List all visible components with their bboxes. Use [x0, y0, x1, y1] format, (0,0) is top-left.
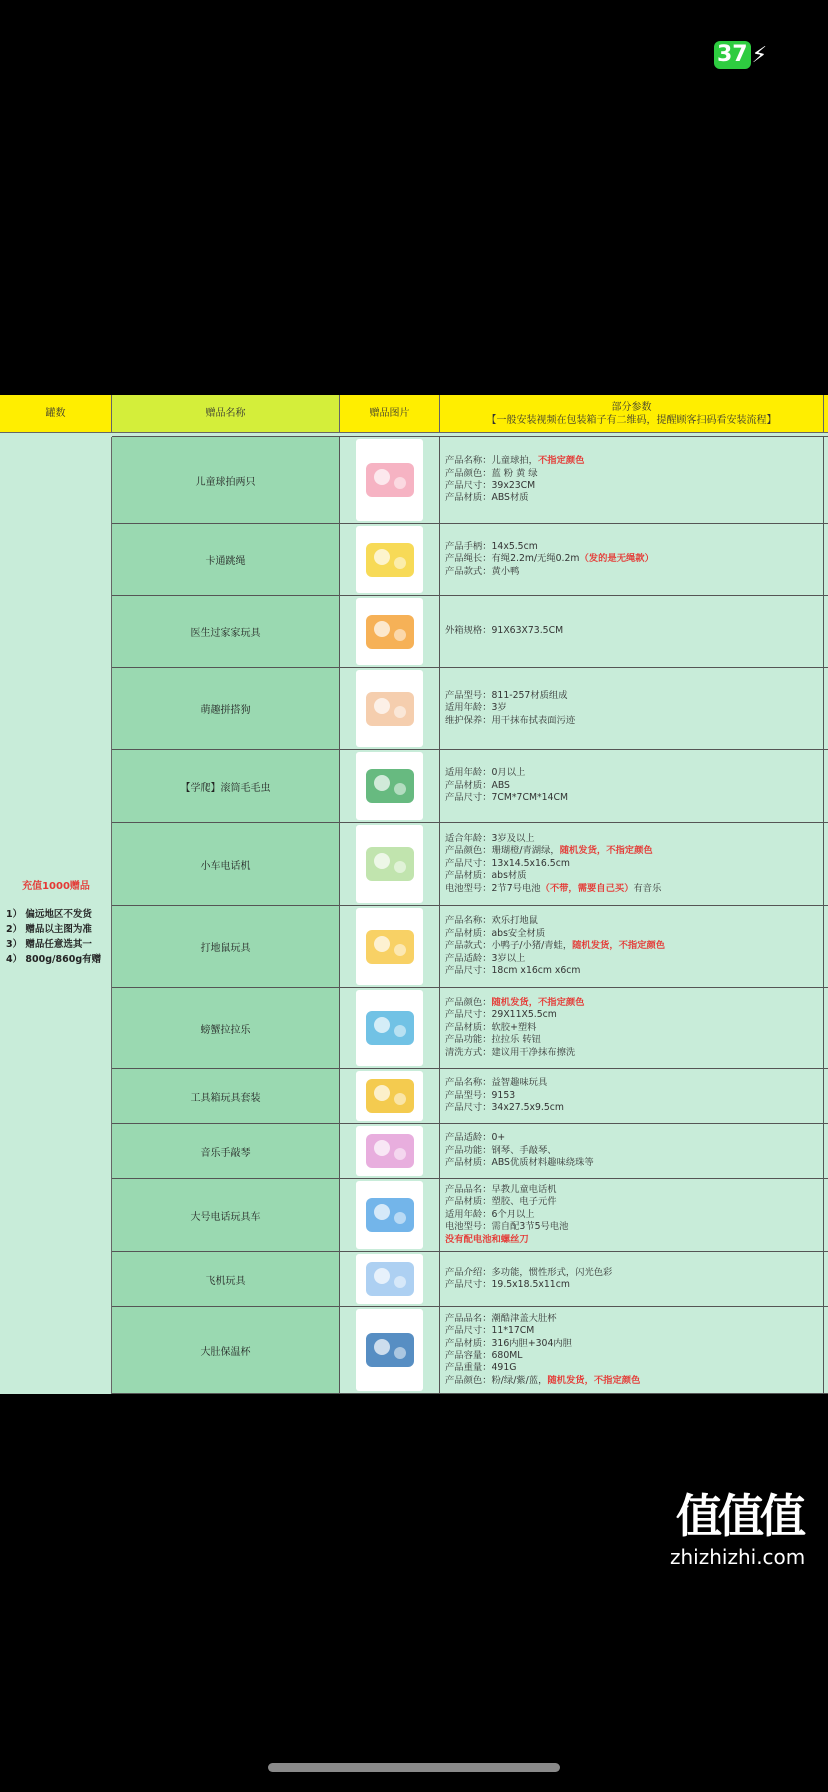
spec-text: 适用年龄：3岁: [445, 702, 507, 714]
gift-image-cell: [340, 1307, 440, 1393]
spec-line: [445, 965, 823, 977]
header-params: [440, 395, 824, 433]
spec-line: [445, 455, 823, 467]
gift-name-cell: 【学爬】滚筒毛毛虫: [112, 750, 340, 822]
table-row: [112, 823, 828, 906]
gift-name-cell: 大号电话玩具车: [112, 1179, 340, 1251]
spec-line: [445, 883, 823, 895]
spec-cell: [440, 524, 824, 595]
xylophone-icon: [356, 1126, 423, 1176]
header-gift-image-label: 赠品图片: [369, 408, 410, 419]
spec-line: [445, 566, 823, 578]
spec-line: [445, 767, 823, 779]
spec-line: [445, 1132, 823, 1144]
spec-line: [445, 480, 823, 492]
gift-image-cell: [340, 988, 440, 1068]
table-row: [112, 1252, 828, 1307]
spec-cell: [440, 1124, 824, 1178]
note-item: 1） 偏远地区不发货: [6, 909, 92, 920]
table-row: [112, 437, 828, 524]
spec-text: 清洗方式：建议用干净抹布擦洗: [445, 1046, 576, 1058]
spec-text: 产品功能：拉拉乐 转钮: [445, 1034, 541, 1046]
spec-text: 产品介绍：多功能，惯性形式，闪光色彩: [445, 1266, 613, 1278]
gift-name-cell: 儿童球拍两只: [112, 437, 340, 523]
gift-image-cell: [340, 668, 440, 749]
gift-name-cell: 工具箱玩具套装: [112, 1069, 340, 1123]
battery-indicator: [714, 41, 767, 69]
spreadsheet-image: [0, 395, 828, 1394]
spec-text: 产品材质：ABS优质材料趣味绕珠等: [445, 1157, 594, 1169]
spec-line: [445, 940, 823, 952]
spec-line: [445, 1022, 823, 1034]
spec-line: [445, 1267, 823, 1279]
home-indicator[interactable]: [268, 1763, 560, 1772]
spec-text: 适用年龄：0月以上: [445, 767, 526, 779]
spec-highlight: 不指定颜色: [537, 455, 585, 467]
spec-line: [445, 1034, 823, 1046]
spec-text: 产品尺寸：19.5x18.5x11cm: [445, 1279, 570, 1290]
spec-line: [445, 1209, 823, 1221]
puzzle-dog-icon: [356, 670, 423, 747]
header-params-title: 部分参数: [611, 401, 652, 413]
gift-name-cell: 飞机玩具: [112, 1252, 340, 1306]
spec-line: [445, 928, 823, 940]
spec-text: 产品名称：欢乐打地鼠: [445, 915, 538, 927]
note-item: 3） 赠品任意选其一: [6, 939, 92, 950]
caterpillar-icon: [356, 752, 423, 820]
spec-line: [445, 1009, 823, 1021]
spec-text: 产品颜色：蓝 粉 黄 绿: [445, 467, 538, 479]
spec-text: 电池型号：需自配3节5号电池: [445, 1221, 569, 1233]
spec-line: [445, 1279, 823, 1291]
toolbox-icon: [356, 1071, 423, 1121]
gift-image-cell: [340, 906, 440, 987]
spec-text: 外箱规格：91X63X73.5CM: [445, 625, 564, 637]
gift-name-cell: 小车电话机: [112, 823, 340, 905]
spec-cell: [440, 988, 824, 1068]
airplane-icon: [356, 1254, 423, 1304]
spec-line: [445, 1313, 823, 1325]
watermark-url: zhizhizhi.com: [670, 1545, 806, 1569]
spec-line: [445, 1145, 823, 1157]
spec-text: 产品容量：680ML: [445, 1350, 523, 1361]
spec-line: [445, 1375, 823, 1387]
spec-cell: [440, 1252, 824, 1306]
gift-image-cell: [340, 1179, 440, 1251]
spec-line: [445, 953, 823, 965]
spec-text: 适合年龄：3岁及以上: [445, 832, 535, 844]
spec-text: 产品款式：小鸭子/小猪/青蛙，: [445, 940, 573, 952]
spec-text: 产品材质：abs安全材质: [445, 927, 546, 939]
spec-text: 产品重量：491G: [445, 1362, 517, 1374]
spec-text: 产品尺寸：39x23CM: [445, 480, 536, 491]
spec-line: [445, 715, 823, 727]
note-item: 2） 赠品以主图为准: [6, 924, 92, 935]
spec-line: [445, 870, 823, 882]
spec-text: 产品尺寸：34x27.5x9.5cm: [445, 1102, 564, 1114]
table-row: [112, 1124, 828, 1179]
battery-percent: 37: [714, 41, 751, 69]
spec-highlight: 有音乐: [633, 882, 662, 894]
spec-text: 产品尺寸：11*17CM: [445, 1325, 535, 1337]
spec-text: 产品品名：潮酷津盖大肚杯: [445, 1312, 557, 1324]
spec-text: 产品材质：ABS材质: [445, 492, 529, 504]
gift-image-cell: [340, 524, 440, 595]
table-row: [112, 1069, 828, 1124]
spec-highlight: 随机发货，不指定颜色: [491, 996, 585, 1008]
spec-cell: [440, 823, 824, 905]
spec-line: [445, 845, 823, 857]
spec-line: [445, 1102, 823, 1114]
spec-text: 产品型号：9153: [445, 1089, 516, 1101]
spec-line: [445, 553, 823, 565]
gift-notes: [6, 907, 110, 967]
spec-line: [445, 1325, 823, 1337]
spec-line: [445, 1350, 823, 1362]
gift-tier-title: 充值1000赠品: [22, 881, 90, 892]
spec-text: 产品尺寸：7CM*7CM*14CM: [445, 792, 568, 804]
header-gift-image: [340, 395, 440, 433]
spec-text: 产品材质：316内胆+304内胆: [445, 1337, 572, 1349]
spec-highlight: 随机发货，不指定颜色: [547, 1374, 641, 1386]
header-cans-label: 罐数: [45, 408, 66, 419]
spec-text: 产品款式：黄小鸭: [445, 565, 520, 577]
crab-pull-icon: [356, 990, 423, 1066]
spec-highlight: 随机发货，不指定颜色: [559, 845, 653, 857]
spec-line: [445, 702, 823, 714]
spec-text: 产品尺寸：18cm x16cm x6cm: [445, 965, 581, 977]
spec-line: [445, 1090, 823, 1102]
spec-text: 适用年龄：6个月以上: [445, 1208, 535, 1220]
header-gift-name: [112, 395, 340, 433]
gift-name-cell: 打地鼠玩具: [112, 906, 340, 987]
spec-highlight: 没有配电池和螺丝刀: [445, 1233, 529, 1245]
spec-highlight: （不带，需要自己买）: [540, 882, 634, 894]
gift-name-cell: 萌趣拼搭狗: [112, 668, 340, 749]
table-row: [112, 988, 828, 1069]
racket-icon: [356, 439, 423, 521]
spec-line: [445, 1184, 823, 1196]
spec-line: [445, 690, 823, 702]
spec-text: 产品材质：abs材质: [445, 870, 527, 882]
gift-image-cell: [340, 1252, 440, 1306]
spec-text: 产品功能：钢琴、手敲琴、: [445, 1144, 557, 1156]
spec-cell: [440, 1179, 824, 1251]
spec-line: [445, 1196, 823, 1208]
spec-cell: [440, 906, 824, 987]
gift-image-cell: [340, 1124, 440, 1178]
table-row: [112, 1307, 828, 1394]
whack-mole-icon: [356, 908, 423, 985]
left-merged-cell: [0, 437, 112, 1394]
spec-cell: [440, 750, 824, 822]
note-item: 4） 800g/860g有赠: [6, 954, 102, 965]
header-edge: [824, 395, 828, 433]
spec-cell: [440, 668, 824, 749]
spec-highlight: 随机发货，不指定颜色: [572, 940, 666, 952]
spec-text: 产品名称：儿童球拍，: [445, 455, 538, 467]
gift-name-cell: 螃蟹拉拉乐: [112, 988, 340, 1068]
spec-text: 产品颜色：珊瑚橙/青湖绿，: [445, 845, 560, 857]
spec-text: 产品颜色：: [445, 996, 492, 1008]
phone-car-icon: [356, 825, 423, 903]
gift-image-cell: [340, 1069, 440, 1123]
table-row: [112, 668, 828, 750]
gift-image-cell: [340, 437, 440, 523]
spec-text: 产品材质：塑胶、电子元件: [445, 1196, 557, 1208]
spec-cell: [440, 1069, 824, 1123]
spec-text: 维护保养：用干抹布拭表面污迹: [445, 714, 576, 726]
spec-line: [445, 792, 823, 804]
header-cans: [0, 395, 112, 433]
spec-text: 产品颜色：粉/绿/紫/蓝，: [445, 1374, 548, 1386]
gift-image-cell: [340, 750, 440, 822]
spec-line: [445, 541, 823, 553]
watermark-logo: 值值值: [676, 1489, 802, 1543]
spec-text: 产品手柄：14x5.5cm: [445, 540, 538, 552]
gift-image-cell: [340, 596, 440, 667]
spec-line: [445, 1047, 823, 1059]
gift-name-cell: 音乐手敲琴: [112, 1124, 340, 1178]
spec-line: [445, 997, 823, 1009]
gift-name-cell: 卡通跳绳: [112, 524, 340, 595]
spec-text: 产品适龄：3岁以上: [445, 952, 526, 964]
spec-cell: [440, 1307, 824, 1393]
spec-line: [445, 915, 823, 927]
header-gift-name-label: 赠品名称: [205, 408, 246, 419]
spec-line: [445, 1157, 823, 1169]
doctor-kit-icon: [356, 598, 423, 665]
gift-name-cell: 大肚保温杯: [112, 1307, 340, 1393]
spec-text: 产品材质：软胶+塑料: [445, 1021, 537, 1033]
table-row: [112, 750, 828, 823]
jump-rope-icon: [356, 526, 423, 593]
spec-cell: [440, 596, 824, 667]
gift-name-cell: 医生过家家玩具: [112, 596, 340, 667]
table-row: [112, 524, 828, 596]
table-row: [112, 596, 828, 668]
spec-line: [445, 492, 823, 504]
spec-line: [445, 833, 823, 845]
spec-text: 产品名称：益智趣味玩具: [445, 1077, 548, 1089]
charging-bolt-icon: ⚡: [751, 42, 768, 68]
spec-line: [445, 1221, 823, 1233]
spec-line: [445, 625, 823, 637]
spec-text: 产品尺寸：13x14.5x16.5cm: [445, 857, 570, 869]
spec-line: [445, 858, 823, 870]
spec-text: 产品绳长：有绳2.2m/无绳0.2m: [445, 553, 580, 565]
gift-image-cell: [340, 823, 440, 905]
thermos-cup-icon: [356, 1309, 423, 1391]
spec-line: [445, 468, 823, 480]
spec-text: 产品材质：ABS: [445, 779, 510, 791]
spec-text: 电池型号：2节7号电池: [445, 882, 541, 894]
spec-line: [445, 1338, 823, 1350]
spec-line: [445, 1077, 823, 1089]
spec-line: [445, 780, 823, 792]
spec-text: 产品尺寸：29X11X5.5cm: [445, 1009, 557, 1021]
spec-line: [445, 1234, 823, 1246]
telephone-car-icon: [356, 1181, 423, 1249]
header-params-note: 【一般安装视频在包装箱子有二维码，提醒顾客扫码看安装流程】: [486, 414, 777, 426]
spec-highlight: （发的是无绳款）: [579, 553, 654, 565]
table-row: [112, 1179, 828, 1252]
spec-line: [445, 1362, 823, 1374]
spec-text: 产品适龄：0+: [445, 1132, 506, 1144]
spec-text: 产品型号：811-257材质组成: [445, 689, 568, 701]
table-row: [112, 906, 828, 988]
spec-cell: [440, 437, 824, 523]
spec-text: 产品品名：早教儿童电话机: [445, 1183, 557, 1195]
